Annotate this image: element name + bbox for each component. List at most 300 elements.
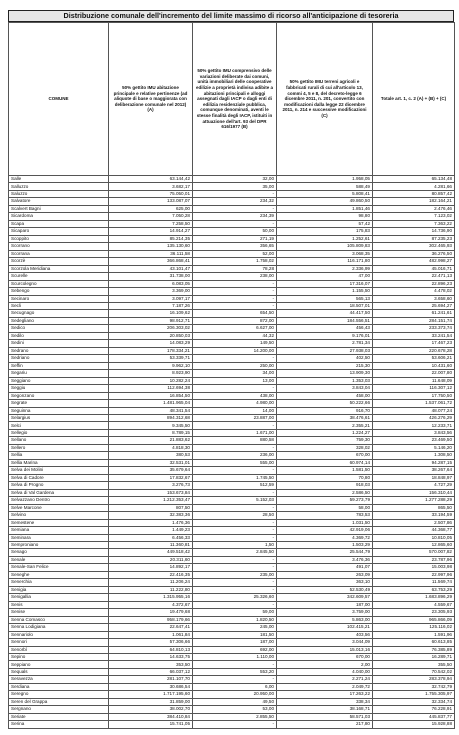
cell-comune: Sedegliano — [9, 317, 109, 324]
cell-total: 22.471,13 — [373, 273, 455, 280]
cell-value-a: 6.083,05 — [109, 280, 193, 287]
cell-value-b: 512,59 — [193, 482, 277, 489]
cell-total: 965.866,09 — [373, 616, 455, 623]
cell-value-a: 75.050,01 — [109, 190, 193, 197]
cell-value-c: 3.843,04 — [277, 385, 373, 392]
cell-value-a: 133.087,07 — [109, 198, 193, 205]
table-row — [9, 459, 455, 466]
cell-value-b: - — [193, 288, 277, 295]
cell-value-c: 187,00 — [277, 601, 373, 608]
table-row — [9, 646, 455, 653]
cell-total: 4.478,02 — [373, 288, 455, 295]
cell-value-a: 66.037,12 — [109, 668, 193, 675]
cell-value-b: 187,00 — [193, 639, 277, 646]
cell-total: 22.896,23 — [373, 280, 455, 287]
cell-value-b: 149,50 — [193, 340, 277, 347]
cell-total: 15.003,98 — [373, 564, 455, 571]
table-row — [9, 519, 455, 526]
cell-total: 445.837,77 — [373, 713, 455, 720]
cell-total: 2.476,46 — [373, 205, 455, 212]
cell-total: 233.373,74 — [373, 325, 455, 332]
cell-value-b: 13,00 — [193, 377, 277, 384]
cell-comune: Secugnago — [9, 310, 109, 317]
cell-value-a: 1.481.965,04 — [109, 400, 193, 407]
cell-total: 3.843,56 — [373, 429, 455, 436]
cell-comune: Sellano — [9, 437, 109, 444]
cell-value-b: - — [193, 661, 277, 668]
table-row — [9, 594, 455, 601]
column-header-c: 50% gettito IMU terreni agricoli e fabbricati rurali di cui all'articolo 13, commi 4, 5 e 8, del decreto-legge 6 dicembre 2011, n. 201, convertito con modificazioni dalla legge 22 dicembre 2011, n. 214 e successive modificazioni (C) — [277, 23, 373, 176]
cell-comune: Senigallia — [9, 594, 109, 601]
column-header-b: 50% gettito IMU comprensivo delle variazioni deliberate dai comuni, unità immobiliari delle cooperative edilizie a proprietà indivisa adibite a abitazioni principali e alloggi assegnati dagli IACP o dagli enti di edilizia residenziale pubblica, comunque denominati, aventi le stesse finalità degli IACP, istituiti in attuazione dell'art. 93 del DPR 616/1977 (B) — [193, 23, 277, 176]
table-row — [9, 706, 455, 713]
cell-total: 60.613,85 — [373, 639, 455, 646]
cell-value-b: 1.758,02 — [193, 258, 277, 265]
cell-comune: Scorrana — [9, 250, 109, 257]
cell-value-b: 34,00 — [193, 370, 277, 377]
cell-comune: Selva di Cadore — [9, 474, 109, 481]
cell-value-c: 2,00 — [277, 661, 373, 668]
cell-value-a: 35.679,64 — [109, 467, 193, 474]
cell-total: 38.267,64 — [373, 467, 455, 474]
cell-total: 15.928,88 — [373, 721, 455, 728]
cell-value-a: 958.179,66 — [109, 616, 193, 623]
cell-comune: Sergnano — [9, 706, 109, 713]
table-row — [9, 631, 455, 638]
cell-value-a: 3.369,00 — [109, 288, 193, 295]
cell-value-b: - — [193, 601, 277, 608]
cell-value-c: 15.013,16 — [277, 646, 373, 653]
cell-value-a: 1.315.955,16 — [109, 594, 193, 601]
table-row — [9, 377, 455, 384]
cell-value-a: 14.633,75 — [109, 654, 193, 661]
cell-value-c: 47,00 — [277, 273, 373, 280]
cell-value-b: - — [193, 519, 277, 526]
cell-value-b: - — [193, 586, 277, 593]
cell-value-c: 1.031,50 — [277, 519, 373, 526]
cell-total: 53.606,21 — [373, 355, 455, 362]
cell-value-a: 206.303,02 — [109, 325, 193, 332]
table-row — [9, 176, 455, 183]
cell-value-a: 32.531,01 — [109, 459, 193, 466]
cell-comune: Sellero — [9, 444, 109, 451]
cell-value-a: 30.686,54 — [109, 683, 193, 690]
cell-total: 3.658,60 — [373, 295, 455, 302]
cell-total: 116.307,12 — [373, 385, 455, 392]
table-row — [9, 235, 455, 242]
cell-value-c: 17.316,07 — [277, 280, 373, 287]
cell-comune: Scurelle — [9, 273, 109, 280]
table-row — [9, 444, 455, 451]
cell-value-a: 57.306,66 — [109, 639, 193, 646]
cell-total: 4.559,67 — [373, 601, 455, 608]
cell-value-b: 1,50 — [193, 541, 277, 548]
cell-total: 32.334,74 — [373, 698, 455, 705]
cell-value-c: 1.155,50 — [277, 288, 373, 295]
cell-comune: Selva dei Molini — [9, 467, 109, 474]
cell-comune: Serdiana — [9, 683, 109, 690]
table-row — [9, 549, 455, 556]
table-row — [9, 512, 455, 519]
cell-value-c: 565,13 — [277, 295, 373, 302]
cell-value-c: 5.863,00 — [277, 616, 373, 623]
table-row — [9, 347, 455, 354]
cell-total: 1.277.288,29 — [373, 497, 455, 504]
cell-comune: Scapa — [9, 220, 109, 227]
table-body — [9, 176, 455, 729]
cell-value-b: - — [193, 422, 277, 429]
table-row — [9, 609, 455, 616]
cell-comune: Sequals — [9, 668, 109, 675]
cell-value-b: 235,00 — [193, 571, 277, 578]
cell-comune: Secli — [9, 302, 109, 309]
cell-value-c: 184.556,51 — [277, 317, 373, 324]
cell-value-c: 59.273,79 — [277, 497, 373, 504]
cell-comune: Seravezza — [9, 676, 109, 683]
cell-value-c: 38.476,61 — [277, 415, 373, 422]
cell-comune: Senis — [9, 601, 109, 608]
table-row — [9, 243, 455, 250]
cell-comune: Seneghe — [9, 571, 109, 578]
table-row — [9, 482, 455, 489]
cell-total: 284.151,74 — [373, 317, 455, 324]
table-row — [9, 698, 455, 705]
cell-comune: Senago — [9, 549, 109, 556]
cell-value-c: 60.974,14 — [277, 459, 373, 466]
cell-comune: Seregno — [9, 691, 109, 698]
cell-comune: Sennariolo — [9, 631, 109, 638]
cell-value-a: 8.923,90 — [109, 370, 193, 377]
cell-comune: Selvino — [9, 512, 109, 519]
cell-value-a: 36.111,58 — [109, 250, 193, 257]
cell-value-c: 342.609,57 — [277, 594, 373, 601]
cell-value-b: 2.855,50 — [193, 713, 277, 720]
cell-value-b: 20.950,00 — [193, 691, 277, 698]
table-row — [9, 415, 455, 422]
cell-value-a: 807,50 — [109, 504, 193, 511]
table-row — [9, 295, 455, 302]
cell-value-c: 1.353,03 — [277, 377, 373, 384]
column-header-comune: COMUNE — [9, 23, 109, 176]
cell-value-c: 1.503,29 — [277, 541, 373, 548]
cell-value-a: 449.518,42 — [109, 549, 193, 556]
cell-total: 12.233,71 — [373, 422, 455, 429]
cell-total: 482.998,27 — [373, 258, 455, 265]
table-row — [9, 452, 455, 459]
cell-value-c: 17.263,22 — [277, 691, 373, 698]
cell-total: 14.736,90 — [373, 228, 455, 235]
cell-value-c: 116.171,80 — [277, 258, 373, 265]
cell-total: 33.241,54 — [373, 332, 455, 339]
cell-value-a: 153.673,84 — [109, 489, 193, 496]
cell-value-b: 356,65 — [193, 243, 277, 250]
cell-value-c: 1.224,27 — [277, 429, 373, 436]
table-row — [9, 332, 455, 339]
cell-value-b: 872,00 — [193, 317, 277, 324]
cell-value-b: 2.845,50 — [193, 549, 277, 556]
cell-value-c: 338,34 — [277, 698, 373, 705]
cell-value-c: 217,80 — [277, 721, 373, 728]
cell-value-c: 13.909,30 — [277, 370, 373, 377]
table-row — [9, 310, 455, 317]
cell-value-b: 32,00 — [193, 176, 277, 183]
cell-value-b: 654,50 — [193, 310, 277, 317]
cell-value-a: 11.222,80 — [109, 586, 193, 593]
cell-comune: Scoppito — [9, 235, 109, 242]
cell-value-a: 16.109,62 — [109, 310, 193, 317]
cell-total: 70.542,02 — [373, 668, 455, 675]
column-header-a: 50% gettito IMU abitazione principale e relative pertinenze (ad aliquote di base o maggiorata con deliberazione comunale nel 2012) (A) — [109, 23, 193, 176]
cell-value-c: 328,02 — [277, 444, 373, 451]
cell-value-a: 135.130,60 — [109, 243, 193, 250]
table-row — [9, 534, 455, 541]
cell-value-c: 670,00 — [277, 452, 373, 459]
cell-total: 1.755.305,97 — [373, 691, 455, 698]
cell-value-b: 78,28 — [193, 265, 277, 272]
table-row — [9, 198, 455, 205]
cell-total: 1.591,96 — [373, 631, 455, 638]
cell-value-b: - — [193, 527, 277, 534]
column-header-total: Totale art. 1, c. 2 (A) + (B) + (C) — [373, 23, 455, 176]
cell-value-b: 28,50 — [193, 512, 277, 519]
cell-value-c: 588,49 — [277, 183, 373, 190]
cell-comune: Senna Lodigiana — [9, 624, 109, 631]
cell-comune: Senorbì — [9, 646, 109, 653]
cell-value-b: 35,00 — [193, 183, 277, 190]
cell-value-b: - — [193, 205, 277, 212]
table-row — [9, 504, 455, 511]
cell-comune: Sellia — [9, 452, 109, 459]
cell-value-b: - — [193, 564, 277, 571]
table-row — [9, 340, 455, 347]
cell-value-c: 402,50 — [277, 355, 373, 362]
cell-total: 7.123,02 — [373, 213, 455, 220]
cell-value-a: 17.832,67 — [109, 474, 193, 481]
cell-value-a: 48.341,54 — [109, 407, 193, 414]
cell-value-c: 3.476,36 — [277, 556, 373, 563]
cell-total: 23.469,50 — [373, 437, 455, 444]
cell-total: 17.750,50 — [373, 392, 455, 399]
cell-total: 5.146,20 — [373, 444, 455, 451]
document-title: Distribuzione comunale dell'incremento del limite massimo di ricorso all'anticipazione di tesoreria — [8, 10, 454, 22]
cell-value-a: 10.282,24 — [109, 377, 193, 384]
table-row — [9, 288, 455, 295]
cell-value-c: 670,00 — [277, 654, 373, 661]
cell-value-c: 9.176,01 — [277, 332, 373, 339]
cell-total: 94.287,15 — [373, 459, 455, 466]
cell-total: 44.368,77 — [373, 527, 455, 534]
cell-comune: Sicaparo — [9, 228, 109, 235]
cell-value-a: 22.647,41 — [109, 624, 193, 631]
cell-comune: Sicardoma — [9, 213, 109, 220]
table-row — [9, 586, 455, 593]
cell-value-c: 2.781,34 — [277, 340, 373, 347]
cell-value-b: - — [193, 676, 277, 683]
cell-comune: Seren del Grappa — [9, 698, 109, 705]
cell-comune: Selargius — [9, 415, 109, 422]
cell-value-a: 98.912,71 — [109, 317, 193, 324]
table-row — [9, 302, 455, 309]
cell-value-b: 53,00 — [193, 706, 277, 713]
cell-value-c: 25.544,79 — [277, 549, 373, 556]
table-row — [9, 691, 455, 698]
cell-value-b: - — [193, 385, 277, 392]
cell-comune: Selve Marcone — [9, 504, 109, 511]
cell-total: 80.857,42 — [373, 190, 455, 197]
cell-value-b: 692,00 — [193, 646, 277, 653]
cell-value-a: 20.850,03 — [109, 332, 193, 339]
cell-total: 426.276,29 — [373, 415, 455, 422]
cell-value-a: 366.868,41 — [109, 258, 193, 265]
cell-total: 4.281,66 — [373, 183, 455, 190]
cell-value-a: 53.339,71 — [109, 355, 193, 362]
cell-value-c: 50.222,66 — [277, 400, 373, 407]
table-row — [9, 392, 455, 399]
cell-value-c: 2.271,24 — [277, 676, 373, 683]
cell-comune: Sellia Marina — [9, 459, 109, 466]
table-row — [9, 527, 455, 534]
table-row — [9, 489, 455, 496]
cell-comune: Semproniano — [9, 541, 109, 548]
cell-comune: Selci — [9, 422, 109, 429]
cell-value-b: 23.887,00 — [193, 415, 277, 422]
cell-value-a: 14.914,27 — [109, 228, 193, 235]
table-row — [9, 579, 455, 586]
cell-value-b: 555,00 — [193, 459, 277, 466]
cell-value-a: 6.456,33 — [109, 534, 193, 541]
cell-value-a: 21.883,62 — [109, 437, 193, 444]
cell-value-b: 1.110,00 — [193, 654, 277, 661]
table-row — [9, 205, 455, 212]
table-row — [9, 556, 455, 563]
cell-total: 63.753,29 — [373, 586, 455, 593]
cell-value-b: 1.745,50 — [193, 474, 277, 481]
cell-total: 11.569,74 — [373, 579, 455, 586]
table-row — [9, 407, 455, 414]
cell-value-b: - — [193, 355, 277, 362]
cell-value-a: 38.002,70 — [109, 706, 193, 713]
cell-value-a: 384.410,84 — [109, 713, 193, 720]
table-row — [9, 422, 455, 429]
table-row — [9, 564, 455, 571]
cell-total: 10.431,60 — [373, 362, 455, 369]
cell-value-b: - — [193, 721, 277, 728]
cell-value-a: 3.276,73 — [109, 482, 193, 489]
cell-comune: Sedico — [9, 325, 109, 332]
table-row — [9, 474, 455, 481]
cell-comune: Salvatore — [9, 198, 109, 205]
cell-value-a: 112.694,38 — [109, 385, 193, 392]
cell-value-c: 403,56 — [277, 631, 373, 638]
cell-value-c: 4.369,72 — [277, 534, 373, 541]
cell-value-c: 4.040,00 — [277, 668, 373, 675]
cell-comune: Sedriano — [9, 355, 109, 362]
cell-value-b: 6.627,00 — [193, 325, 277, 332]
cell-comune: Segonzano — [9, 392, 109, 399]
cell-value-c: 38.168,71 — [277, 706, 373, 713]
cell-total: 2.507,86 — [373, 519, 455, 526]
table-row — [9, 362, 455, 369]
cell-value-b: - — [193, 295, 277, 302]
cell-value-c: 1.958,05 — [277, 176, 373, 183]
cell-value-b: 6,00 — [193, 683, 277, 690]
cell-comune: Sedrano — [9, 347, 109, 354]
cell-total: 355,50 — [373, 661, 455, 668]
cell-value-c: 3.044,09 — [277, 639, 373, 646]
cell-value-a: 11.206,24 — [109, 579, 193, 586]
table-row — [9, 616, 455, 623]
cell-value-b: 59,00 — [193, 609, 277, 616]
cell-total: 1.683.896,29 — [373, 594, 455, 601]
cell-value-c: 1.581,50 — [277, 467, 373, 474]
table-header-row — [9, 23, 455, 176]
cell-comune: Scalvert Bagni — [9, 205, 109, 212]
cell-value-c: 2.049,72 — [277, 683, 373, 690]
cell-comune: Selva di Progno — [9, 482, 109, 489]
cell-value-a: 8.789,15 — [109, 429, 193, 436]
table-row — [9, 497, 455, 504]
cell-total: 48.077,24 — [373, 407, 455, 414]
cell-total: 61.241,61 — [373, 310, 455, 317]
cell-value-a: 894.312,68 — [109, 415, 193, 422]
cell-comune: Sedini — [9, 340, 109, 347]
table-row — [9, 639, 455, 646]
cell-value-c: 783,53 — [277, 512, 373, 519]
cell-value-a: 380,53 — [109, 452, 193, 459]
cell-value-a: 1.061,84 — [109, 631, 193, 638]
cell-comune: Serina — [9, 721, 109, 728]
cell-value-a: 1.476,36 — [109, 519, 193, 526]
cell-value-b: - — [193, 579, 277, 586]
cell-value-b: 25.326,60 — [193, 594, 277, 601]
cell-total: 32.742,79 — [373, 683, 455, 690]
cell-total: 4.727,29 — [373, 482, 455, 489]
cell-value-b: 181,50 — [193, 631, 277, 638]
cell-comune: Semestene — [9, 519, 109, 526]
cell-comune: Seffin — [9, 362, 109, 369]
cell-value-b: 234,39 — [193, 213, 277, 220]
cell-comune: Senise — [9, 609, 109, 616]
cell-value-a: 353,50 — [109, 661, 193, 668]
cell-value-c: 175,83 — [277, 228, 373, 235]
cell-comune: Scorzola Meridiana — [9, 265, 109, 272]
cell-value-a: 14.083,29 — [109, 340, 193, 347]
cell-value-a: 20.311,60 — [109, 556, 193, 563]
table-row — [9, 676, 455, 683]
cell-value-a: 3.097,17 — [109, 295, 193, 302]
table-row — [9, 250, 455, 257]
cell-comune: Selvazzano Dentro — [9, 497, 109, 504]
cell-comune: Senna Comasco — [9, 616, 109, 623]
cell-comune: Seggiu — [9, 385, 109, 392]
table-row — [9, 713, 455, 720]
cell-comune: Sepino — [9, 654, 109, 661]
cell-value-b: 14.200,00 — [193, 347, 277, 354]
cell-value-a: 31.738,00 — [109, 273, 193, 280]
cell-value-b: - — [193, 302, 277, 309]
cell-total: 220.678,28 — [373, 347, 455, 354]
cell-value-a: 22.416,35 — [109, 571, 193, 578]
cell-comune: Salluzzo — [9, 183, 109, 190]
cell-value-a: 1.717.195,60 — [109, 691, 193, 698]
table-row — [9, 654, 455, 661]
table-row — [9, 541, 455, 548]
cell-comune: Salle — [9, 176, 109, 183]
cell-value-b: 50,00 — [193, 228, 277, 235]
cell-value-a: 32.383,36 — [109, 512, 193, 519]
cell-total: 182.164,21 — [373, 198, 455, 205]
cell-value-c: 916,70 — [277, 407, 373, 414]
